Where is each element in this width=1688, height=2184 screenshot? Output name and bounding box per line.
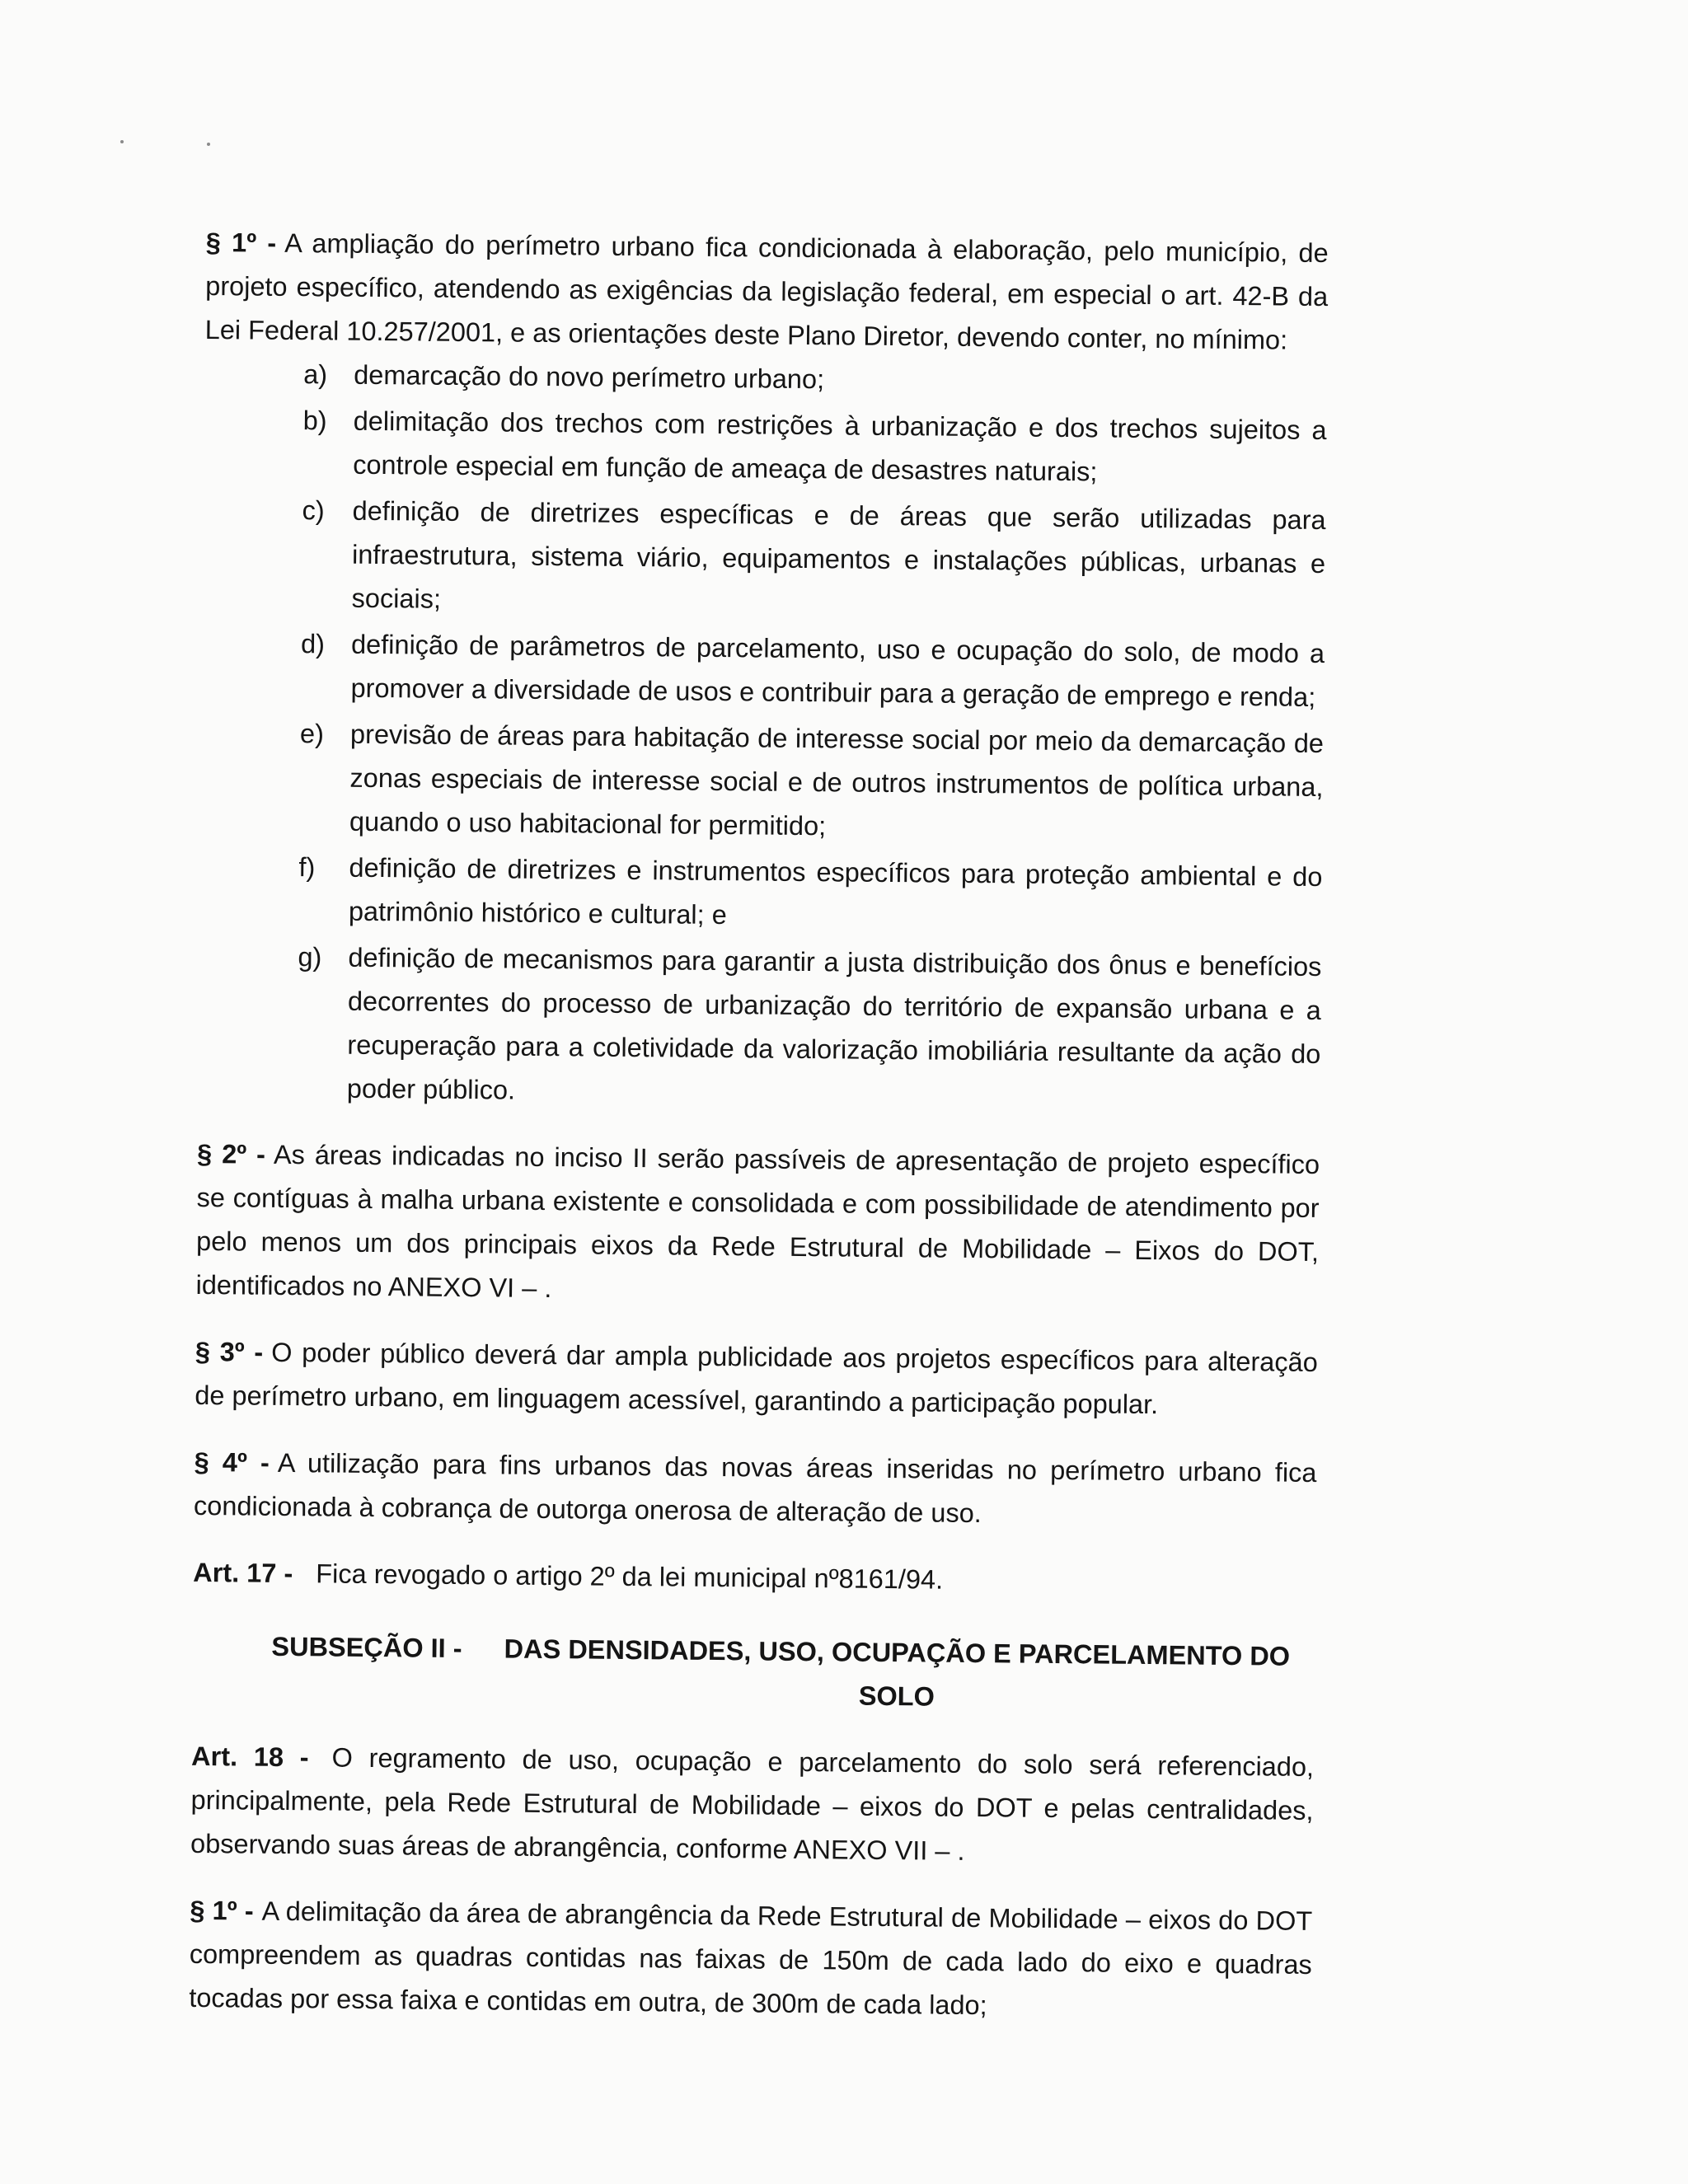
subsection-label: SUBSEÇÃO II - bbox=[271, 1631, 462, 1664]
item-text: definição de diretrizes específicas e de áreas que serão utilizadas para infraestrutura, sistema viário, equipamentos e instalações públicas, urbanas e sociais; bbox=[351, 495, 1326, 614]
item-text: delimitação dos trechos com restrições à urbanização e dos trechos sujeitos a controle especial em função de ameaça de desastres naturais; bbox=[352, 405, 1327, 487]
paragraph-3 bbox=[195, 1330, 1318, 1428]
item-text: definição de parâmetros de parcelamento, uso e ocupação do solo, de modo a promover a diversidade de usos e contribuir para a geração de emprego e renda; bbox=[350, 629, 1325, 712]
item-letter: g) bbox=[298, 942, 322, 972]
subsection-heading bbox=[192, 1624, 1315, 1722]
paragraph-text: A utilização para fins urbanos das novas áreas inseridas no perímetro urbano fica condicionada à cobrança de outorga onerosa de alteração de uso. bbox=[193, 1447, 1317, 1529]
section-marker: § 3º - bbox=[195, 1336, 264, 1367]
item-text: definição de mecanismos para garantir a justa distribuição dos ônus e benefícios decorrentes do processo de urbanização do território de expansão urbana e a recuperação para a coletividade da valorização imobiliária resultante da ação do poder público. bbox=[346, 942, 1322, 1105]
scan-speck bbox=[207, 143, 210, 146]
paragraph-4 bbox=[194, 1441, 1317, 1539]
item-letter: d) bbox=[300, 629, 326, 659]
list-item bbox=[198, 935, 1322, 1120]
item-letter: f) bbox=[298, 852, 316, 883]
list-item bbox=[200, 711, 1324, 853]
paragraph-1 bbox=[204, 221, 1328, 363]
item-text: demarcação do novo perímetro urbano; bbox=[354, 359, 825, 395]
article-text: O regramento de uso, ocupação e parcelamento do solo será referenciado, principalmente, pela Rede Estrutural de Mobilidade – eixos do DOT e pelas centralidades, observando suas áreas de abrangência, conforme ANEXO VII – . bbox=[190, 1742, 1315, 1866]
list-item bbox=[202, 488, 1325, 630]
paragraph-text: O poder público deverá dar ampla publicidade aos projetos específicos para alteração de perímetro urbano, em linguagem acessível, garantindo a participação popular. bbox=[195, 1337, 1318, 1420]
article-text: Fica revogado o artigo 2º da lei municipal nº8161/94. bbox=[316, 1558, 944, 1595]
paragraph-5 bbox=[189, 1889, 1312, 2031]
article-label: Art. 18 - bbox=[190, 1741, 309, 1773]
paragraph-text: A ampliação do perímetro urbano fica condicionada à elaboração, pelo município, de projeto específico, atendendo as exigências da legislação federal, em especial o art. 42-B da Lei Federal 10.257/2001, e as orientações deste Plano Diretor, devendo conter, no mínimo: bbox=[204, 227, 1329, 355]
item-letter: a) bbox=[303, 359, 328, 390]
item-text: definição de diretrizes e instrumentos específicos para proteção ambiental e do patrimônio histórico e cultural; e bbox=[348, 852, 1323, 930]
item-letter: c) bbox=[302, 495, 325, 526]
article-label: Art. 17 - bbox=[193, 1557, 293, 1589]
item-text: previsão de áreas para habitação de interesse social por meio da demarcação de zonas especiais de interesse social e de outros instrumentos de política urbana, quando o uso habitacional for permitido; bbox=[349, 719, 1325, 841]
document-body bbox=[189, 221, 1329, 2054]
section-marker: § 2º - bbox=[196, 1138, 266, 1169]
item-letter: e) bbox=[299, 719, 325, 749]
section-marker: § 1º - bbox=[205, 227, 277, 258]
scan-speck bbox=[120, 140, 124, 143]
list-item bbox=[201, 621, 1325, 719]
list-item bbox=[204, 398, 1327, 496]
section-marker: § 1º - bbox=[190, 1895, 254, 1926]
subsection-title: DAS DENSIDADES, USO, OCUPAÇÃO E PARCELAMENTO DO SOLO bbox=[504, 1633, 1291, 1712]
article-17 bbox=[193, 1551, 1315, 1605]
item-letter: b) bbox=[302, 405, 327, 436]
paragraph-text: As áreas indicadas no inciso II serão passíveis de apresentação de projeto específico se contíguas à malha urbana existente e consolidada e com possibilidade de atendimento por pelo menos um dos principais eixos da Rede Estrutural de Mobilidade – Eixos do DOT, identificados no ANEXO VI – . bbox=[195, 1139, 1320, 1304]
paragraph-2 bbox=[195, 1132, 1320, 1318]
paragraph-text: A delimitação da área de abrangência da Rede Estrutural de Mobilidade – eixos do DOT compreendem as quadras contidas nas faixas de 150m de cada lado do eixo e quadras tocadas por essa faixa e contidas em outra, de 300m de cada lado; bbox=[189, 1896, 1313, 2021]
article-18 bbox=[190, 1735, 1314, 1877]
section-marker: § 4º - bbox=[194, 1446, 270, 1478]
item-list bbox=[198, 352, 1328, 1120]
list-item bbox=[199, 845, 1323, 943]
